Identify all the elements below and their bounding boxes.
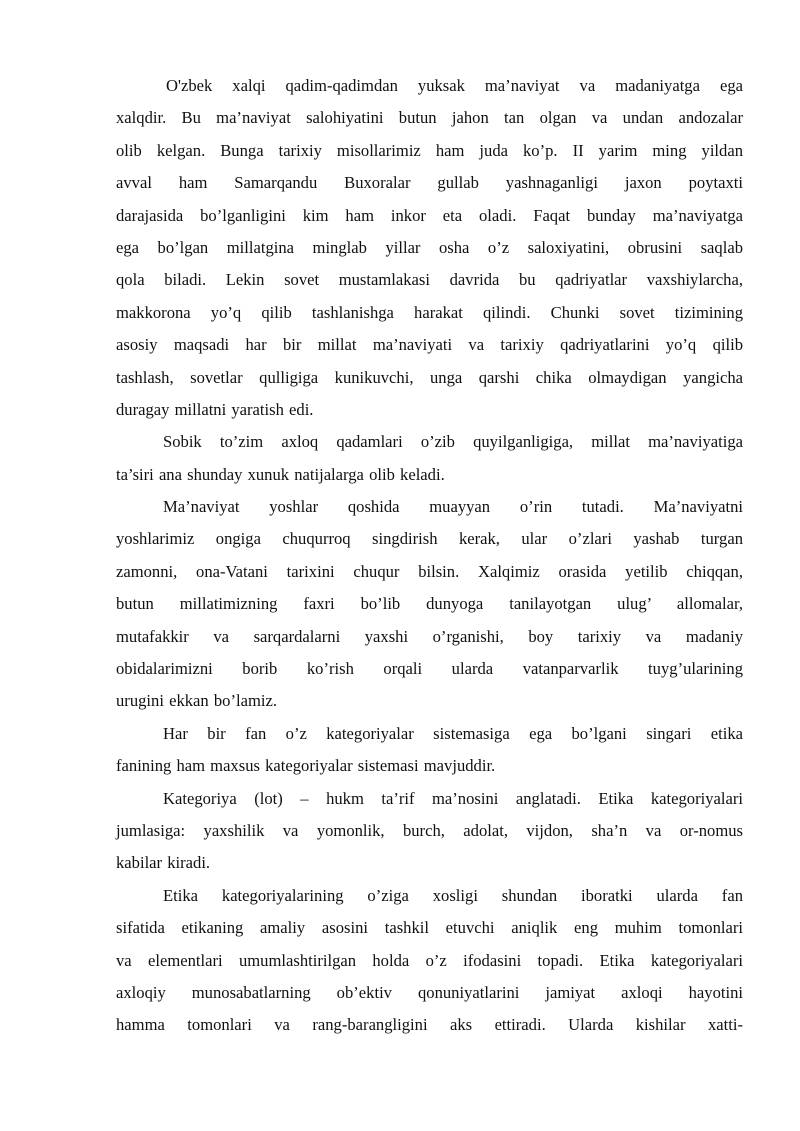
text-line: olib kelgan. Bunga tarixiy misollarimiz ham juda ko’p. II yarim ming yildan [116,140,743,160]
text-line: obidalarimizni borib ko’rish orqali ularda vatanparvarlik tuyg’ularining [116,659,743,679]
paragraph-2 [116,426,743,491]
paragraph-4 [116,718,743,783]
text-line: ta’siri ana shunday xunuk natijalarga olib keladi. [116,464,445,484]
text-line: Ma’naviyat yoshlar qoshida muayyan o’rin tutadi. Ma’naviyatni [163,497,743,517]
paragraph-1 [116,70,743,426]
text-line: Har bir fan o’z kategoriyalar sistemasiga ega bo’lgani singari etika [163,723,743,743]
text-line: ega bo’lgan millatgina minglab yillar osha o’z saloxiyatini, obrusini saqlab [116,237,743,257]
text-line: tashlash, sovetlar qulligiga kunikuvchi, unga qarshi chika olmaydigan yangicha [116,367,743,387]
text-line: jumlasiga: yaxshilik va yomonlik, burch, adolat, vijdon, sha’n va or-nomus [116,820,743,840]
text-line: duragay millatni yaratish edi. [116,399,314,419]
text-line: avval ham Samarqandu Buxoralar gullab yashnaganligi jaxon poytaxti [116,173,743,193]
paragraph-3 [116,491,743,718]
paragraph-5 [116,783,743,880]
text-line: va elementlari umumlashtirilgan holda o’z ifodasini topadi. Etika kategoriyalari [116,950,743,970]
text-line: xalqdir. Bu ma’naviyat salohiyatini butun jahon tan olgan va undan andozalar [116,108,743,128]
text-line: makkorona yo’q qilib tashlanishga harakat qilindi. Chunki sovet tizimining [116,302,743,322]
text-line: yoshlarimiz ongiga chuqurroq singdirish kerak, ular o’zlari yashab turgan [116,529,743,549]
text-line: darajasida bo’lganligini kim ham inkor eta oladi. Faqat bunday ma’naviyatga [116,205,743,225]
text-line: mutafakkir va sarqardalarni yaxshi o’rganishi, boy tarixiy va madaniy [116,626,743,646]
text-line: Kategoriya (lot) – hukm ta’rif ma’nosini anglatadi. Etika kategoriyalari [163,788,743,808]
text-line: qola biladi. Lekin sovet mustamlakasi davrida bu qadriyatlar vaxshiylarcha, [116,270,743,290]
paragraph-6 [116,880,743,1042]
text-line: axloqiy munosabatlarning ob’ektiv qonuniyatlarini jamiyat axloqi hayotini [116,982,743,1002]
text-line: O'zbek xalqi qadim-qadimdan yuksak ma’naviyat va madaniyatga ega [166,76,743,95]
text-line: sifatida etikaning amaliy asosini tashkil etuvchi aniqlik eng muhim tomonlari [116,918,743,938]
text-line: asosiy maqsadi har bir millat ma’naviyati va tarixiy qadriyatlarini yo’q qilib [116,335,743,355]
text-line: fanining ham maxsus kategoriyalar sistemasi mavjuddir. [116,756,496,776]
text-line: butun millatimizning faxri bo’lib dunyoga tanilayotgan ulug’ allomalar, [116,594,743,614]
document-page [116,70,743,1042]
text-line: Etika kategoriyalarining o’ziga xosligi shundan iboratki ularda fan [163,885,743,905]
text-line: zamonni, ona-Vatani tarixini chuqur bilsin. Xalqimiz orasida yetilib chiqqan, [116,561,743,581]
text-line: hamma tomonlari va rang-barangligini aks ettiradi. Ularda kishilar xatti- [116,1015,743,1035]
text-line: Sobik to’zim axloq qadamlari o’zib quyilganligiga, millat ma’naviyatiga [163,432,743,452]
text-line: urugini ekkan bo’lamiz. [116,691,277,711]
text-line: kabilar kiradi. [116,853,211,873]
